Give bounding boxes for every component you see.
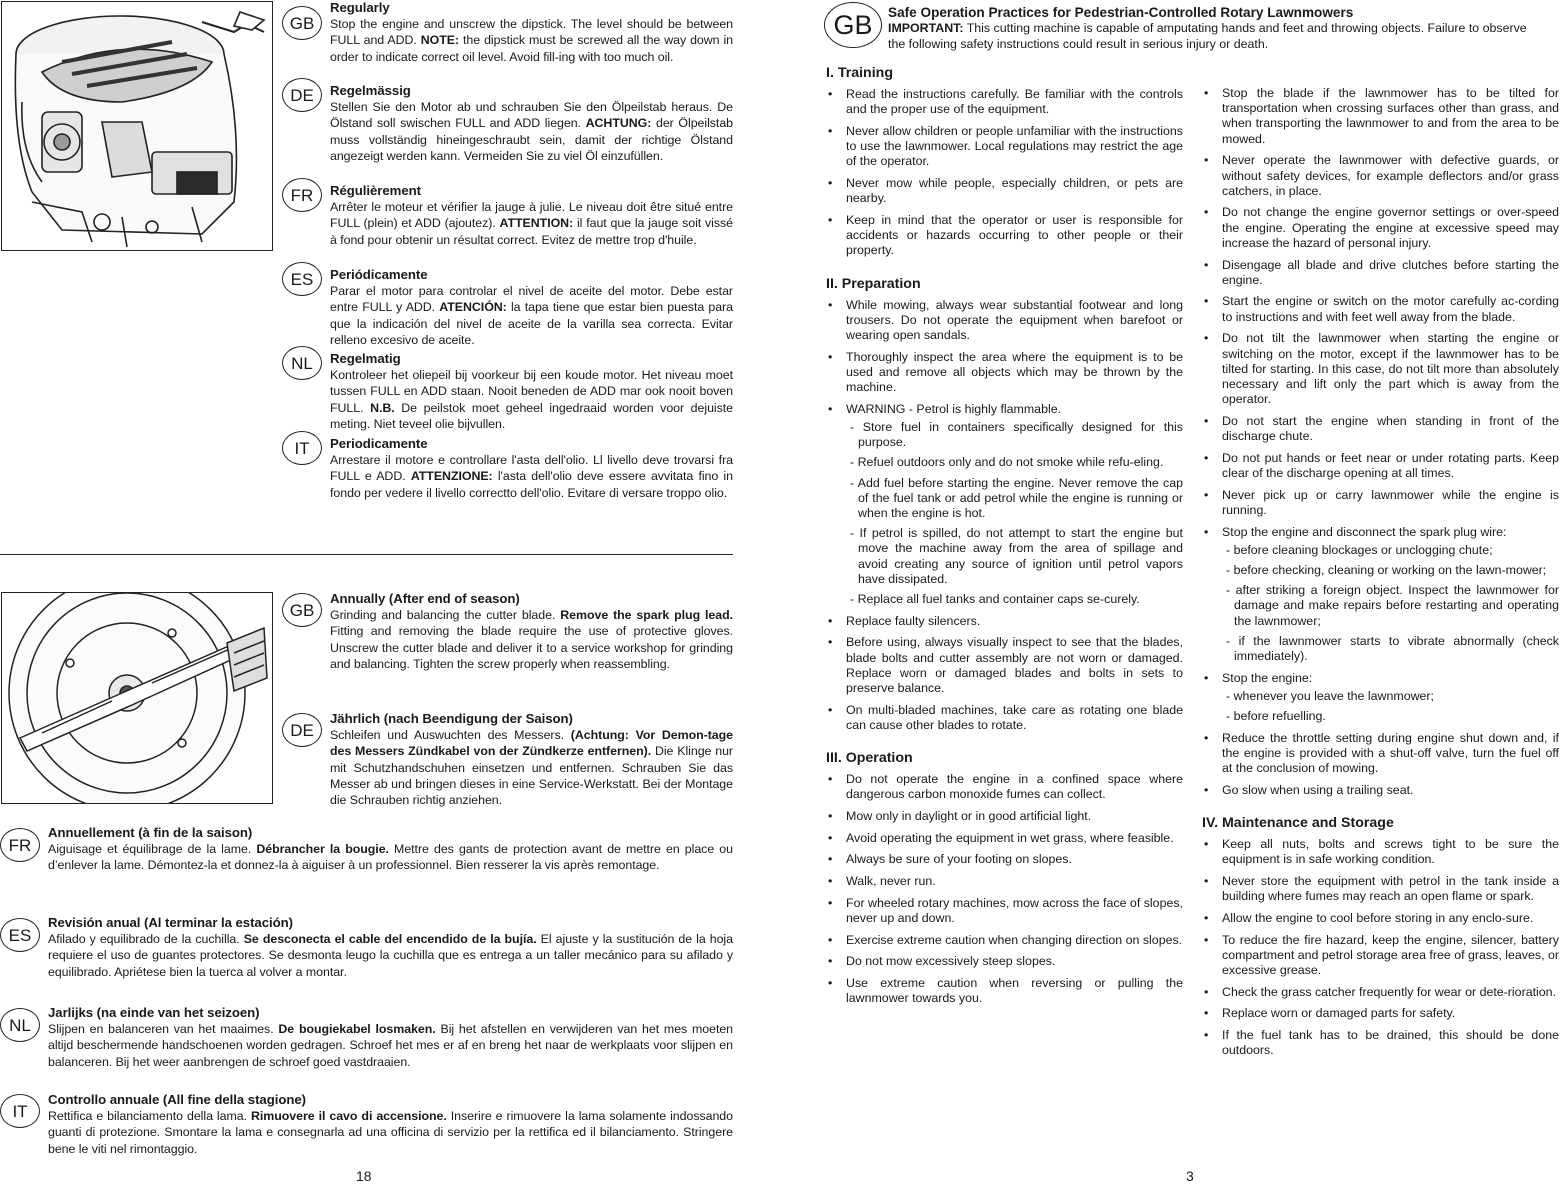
operation-list [826, 772, 1183, 1006]
engine-illustration [1, 1, 273, 251]
sub-list-item: - whenever you leave the lawnmower; [1226, 688, 1434, 703]
list-item-text: Check the grass catcher frequently for wear or dete-rioration. [1222, 984, 1557, 999]
training-list [826, 87, 1183, 259]
sub-list-item: - before checking, cleaning or working on the lawn-mower; [1226, 562, 1547, 577]
lang-badge-es: ES [282, 262, 322, 296]
safety-title: Safe Operation Practices for Pedestrian-Controlled Rotary Lawnmowers [888, 5, 1354, 20]
sub-list [1222, 689, 1559, 724]
list-item [826, 874, 1183, 889]
list-item-text: Do not start the engine when standing in front of the discharge chute. [1222, 413, 1559, 444]
list-item-text: Do not change the engine governor settings or over-speed the engine. Operating the engine at excessive speed may increase the hazard of personal injury. [1222, 205, 1559, 250]
sub-list-item: - If petrol is spilled, do not attempt to start the engine but move the machine away from the area of spillage and avoid creating any source of ignition until petrol vapors have dissipated. [850, 526, 1183, 586]
lang-badge-nl: NL [282, 346, 322, 380]
oil-heading-nl: Regelmatig [330, 351, 401, 366]
oil-text-de [330, 83, 733, 164]
list-item [1202, 911, 1559, 926]
list-item-text: WARNING - Petrol is highly flammable. [846, 401, 1062, 416]
list-item [1202, 153, 1559, 199]
list-item-text: Replace faulty silencers. [846, 613, 981, 628]
oil-body-gb: Stop the engine and unscrew the dipstick. The level should be between FULL and ADD. NOTE: the dipstick must be screwed all the way down in order to indicate correct oil level. Avoid fill-ing with too much oil. [330, 17, 733, 64]
oil-heading-it: Periodicamente [330, 436, 428, 451]
blade-heading-gb: Annually (After end of season) [330, 591, 520, 606]
sub-list [846, 420, 1183, 607]
list-item [826, 831, 1183, 846]
operation-heading: III. Operation [826, 750, 913, 767]
list-item-text: Never store the equipment with petrol in the tank inside a building where fumes may reach an open flame or spark. [1222, 874, 1559, 904]
oil-heading-gb: Regularly [330, 0, 390, 15]
oil-text-gb [330, 0, 733, 65]
blade-lang-badge-fr: FR [0, 828, 40, 862]
blade-lang-badge-it: IT [0, 1094, 40, 1128]
list-item-text: Read the instructions carefully. Be familiar with the controls and the proper use of the equipment. [846, 87, 1183, 117]
lang-badge-de: DE [282, 78, 322, 112]
blade-lang-badge-es: ES [0, 918, 40, 952]
list-item-text: If the fuel tank has to be drained, this should be done outdoors. [1222, 1028, 1559, 1058]
list-item [826, 954, 1183, 969]
operation-cont-list [1202, 86, 1559, 798]
list-item [826, 635, 1183, 696]
blade-text-nl [48, 1005, 733, 1070]
list-item-text: Exercise extreme caution when changing direction on slopes. [846, 932, 1183, 947]
blade-heading-es: Revisión anual (Al terminar la estación) [48, 915, 293, 930]
list-item-text: Before using, always visually inspect to see that the blades, blade bolts and cutter assembly are not worn or damaged. Replace worn or damaged blades and bolts in sets to preserve balance. [846, 635, 1183, 695]
list-item [1202, 837, 1559, 867]
training-heading: I. Training [826, 65, 894, 81]
list-item [1202, 294, 1559, 324]
list-item-text: Never allow children or people unfamiliar with the instructions to use the lawnmower. Local regulations may restrict the age of the operator. [846, 123, 1183, 169]
blade-text-es [48, 915, 733, 980]
list-item [826, 87, 1183, 117]
sub-list-item: - if the lawnmower starts to vibrate abnormally (check immediately). [1226, 633, 1559, 663]
list-item-text: Stop the blade if the lawnmower has to be tilted for transportation when crossing surfaces other than grass, and when transporting the lawnmower to and from the area to be mowed. [1222, 86, 1559, 146]
blade-lang-badge-nl: NL [0, 1008, 40, 1042]
list-item-text: Stop the engine and disconnect the spark plug wire: [1222, 524, 1507, 539]
preparation-heading: II. Preparation [826, 275, 921, 292]
list-item [826, 124, 1183, 170]
list-item-text: Mow only in daylight or in good artificial light. [846, 809, 1092, 824]
section-divider [0, 554, 733, 555]
lang-badge-it: IT [282, 431, 322, 465]
list-item [826, 896, 1183, 926]
list-item-text: While mowing, always wear substantial footwear and long trousers. Do not operate the equipment when barefoot or wearing open sandals. [846, 297, 1183, 342]
list-item-text: Replace worn or damaged parts for safety. [1222, 1006, 1456, 1021]
maintenance-list [1202, 837, 1559, 1058]
list-item [826, 809, 1183, 824]
list-item-text: Start the engine or switch on the motor carefully ac-cording to instructions and with feet well away from the blade. [1222, 294, 1559, 324]
list-item-text: For wheeled rotary machines, mow across the face of slopes, never up and down. [846, 895, 1183, 926]
blade-lang-badge-de: DE [282, 713, 322, 747]
list-item-text: Walk, never run. [846, 874, 936, 889]
oil-heading-es: Periódicamente [330, 267, 428, 282]
sub-list-item: - Replace all fuel tanks and container caps se-curely. [850, 591, 1140, 606]
list-item [1202, 488, 1559, 518]
blade-illustration [1, 592, 273, 804]
oil-heading-fr: Régulièrement [330, 183, 421, 198]
list-item-text: Do not operate the engine in a confined space where dangerous carbon monoxide fumes can collect. [846, 772, 1183, 802]
preparation-list [826, 298, 1183, 734]
list-item-text: Always be sure of your footing on slopes. [846, 852, 1072, 867]
oil-text-nl [330, 351, 733, 432]
list-item [1202, 933, 1559, 979]
blade-text-it [48, 1092, 733, 1157]
list-item-text: Keep in mind that the operator or user is responsible for accidents or hazards occurring to other people or their property. [846, 212, 1183, 258]
list-item-text: Avoid operating the equipment in wet grass, where feasible. [846, 830, 1174, 845]
blade-text-fr [48, 825, 733, 874]
list-item-text: Do not tilt the lawnmower when starting the engine or switching on the motor, except if the lawnmower has to be tilted for starting. In this case, do not tilt more than absolutely necessary and lift only the part which is away from the operator. [1222, 331, 1559, 407]
list-item [1202, 86, 1559, 147]
blade-text-de [330, 711, 733, 808]
list-item [1202, 258, 1559, 288]
blade-heading-it: Controllo annuale (All fine della stagione) [48, 1092, 306, 1107]
list-item [1202, 1006, 1559, 1021]
list-item-text: Disengage all blade and drive clutches before starting the engine. [1222, 257, 1559, 287]
blade-body-fr: Aiguisage et équilibrage de la lame. Débrancher la bougie. Mettre des gants de protection avant de mettre en place ou d’enlever la lame. Démontez-la et donnez-la à aiguiser à un professionnel. Bien resserer la vis après remontage. [48, 842, 733, 873]
page-number-left: 18 [356, 1168, 372, 1184]
list-item [1202, 985, 1559, 1000]
list-item-text: On multi-bladed machines, take care as rotating one blade can cause other blades to rotate. [846, 702, 1183, 732]
list-item [826, 852, 1183, 867]
oil-text-fr [330, 183, 733, 248]
blade-body-de: Schleifen und Auswuchten des Messers. (Achtung: Vor Demon-tage des Messers Zündkabel von der Zündkerze entfernen). Die Klinge nur mit Schutzhandschuhen einsetzen und entfernen. Schrauben Sie das Messer ab und bringen dieses in eine Service-Werkstatt. Bei der Montage die Schrauben richtig anziehen. [330, 728, 734, 808]
list-item-text: Do not put hands or feet near or under rotating parts. Keep clear of the discharge opening at all times. [1222, 450, 1559, 480]
oil-body-es: Parar el motor para controlar el nivel de aceite del motor. Debe estar entre FULL y ADD. ATENCIÓN: la tapa tiene que estar bien puesta para que la indicación del nivel de aceite de la varilla sea correcta. Evitar relleno excesivo de aceite. [330, 284, 733, 347]
list-item-text: Thoroughly inspect the area where the equipment is to be used and remove all objects which may be thrown by the machine. [846, 349, 1183, 395]
page-number-right: 3 [1186, 1168, 1194, 1184]
list-item [826, 298, 1183, 344]
blade-body-gb: Grinding and balancing the cutter blade. Remove the spark plug lead. Fitting and removing the blade require the use of protective gloves. Unscrew the cutter blade and deliver it to a service workshop for grinding and balancing. Tighten the screw properly when reassembling. [330, 608, 733, 671]
sub-list-item: - Store fuel in containers specifically designed for this purpose. [850, 419, 1183, 450]
maintenance-heading: IV. Maintenance and Storage [1202, 815, 1394, 832]
oil-text-it [330, 436, 733, 501]
sub-list-item: - after striking a foreign object. Inspect the lawnmower for damage and make repairs before restarting and operating the lawnmower; [1226, 583, 1559, 628]
sub-list-item: - before cleaning blockages or unclogging chute; [1226, 542, 1493, 557]
list-item [826, 213, 1183, 259]
list-item [826, 614, 1183, 629]
list-item [826, 402, 1183, 607]
oil-heading-de: Regelmässig [330, 83, 411, 98]
list-item-text: Do not mow excessively steep slopes. [846, 954, 1056, 969]
oil-body-de: Stellen Sie den Motor ab und schrauben Sie den Ölpeilstab heraus. De Ölstand soll swischen FULL and ADD liegen. ACHTUNG: der Ölpeilstab muss vollständig hineingeschraubt sein, damit der richtige Ölstand angezeigt werden kann. Vermeiden Sie zu viel Öl einzufüllen. [330, 100, 733, 163]
list-item-text: Reduce the throttle setting during engine shut down and, if the engine is provided with a shut-off valve, turn the fuel off at the conclusion of mowing. [1222, 730, 1559, 776]
list-item-text: Use extreme caution when reversing or pulling the lawnmower towards you. [846, 976, 1183, 1006]
safety-intro: IMPORTANT: This cutting machine is capable of amputating hands and feet and throwing objects. Failure to observe the following safety instructions could result in serious injury or death. [888, 21, 1527, 51]
list-item [1202, 414, 1559, 444]
lang-badge-gb: GB [282, 6, 322, 40]
list-item [1202, 874, 1559, 904]
list-item [826, 703, 1183, 733]
list-item-text: To reduce the fire hazard, keep the engine, silencer, battery compartment and petrol storage area free of grass, leaves, or excessive grease. [1222, 932, 1559, 978]
list-item [826, 933, 1183, 948]
list-item [826, 976, 1183, 1006]
oil-body-fr: Arrêter le moteur et vérifier la jauge à julie. Le niveau doit être situé entre FULL (plein) et ADD (ajoutez). ATTENTION: il faut que la jauge soit vissé à fond pour obtenir un résultat correct. Evitez de mettre trop d'huile. [330, 200, 733, 247]
list-item-text: Never operate the lawnmower with defective guards, or without safety devices, for example deflectors and/or grass catchers, in place. [1222, 153, 1559, 198]
lang-badge-fr: FR [282, 178, 322, 212]
list-item [1202, 671, 1559, 725]
sub-list-item: - Refuel outdoors only and do not smoke while refu-eling. [850, 455, 1164, 470]
list-item [826, 176, 1183, 206]
oil-text-es [330, 267, 733, 348]
safety-column-left [826, 64, 1183, 1013]
engine-drawing [2, 2, 273, 251]
blade-lang-badge-gb: GB [282, 593, 322, 627]
safety-column-right [1202, 86, 1559, 1065]
blade-heading-nl: Jarlijks (na einde van het seizoen) [48, 1005, 260, 1020]
oil-body-it: Arrestare il motore e controllare l'asta dell'olio. Ll livello deve trovarsi fra FULL e ADD. ATTENZIONE: l'asta dell'olio deve essere avvitata fino in fondo per vedere il livello correctto dell'olio. Evitare di versare troppo olio. [330, 453, 733, 500]
list-item-text: Allow the engine to cool before storing in any enclo-sure. [1222, 910, 1534, 925]
list-item [826, 350, 1183, 396]
list-item [1202, 331, 1559, 407]
list-item [1202, 451, 1559, 481]
list-item [1202, 1028, 1559, 1058]
sub-list [1222, 543, 1559, 664]
list-item [1202, 731, 1559, 777]
blade-drawing [2, 593, 273, 804]
list-item-text: Go slow when using a trailing seat. [1222, 782, 1414, 797]
safety-lang-badge: GB [824, 2, 882, 48]
sub-list-item: - Add fuel before starting the engine. Never remove the cap of the fuel tank or add petrol while the engine is running or when the engine is hot. [850, 475, 1183, 520]
list-item [826, 772, 1183, 802]
list-item-text: Keep all nuts, bolts and screws tight to be sure the equipment is in safe working condition. [1222, 837, 1559, 867]
blade-body-nl: Slijpen en balanceren van het maaimes. De bougiekabel losmaken. Bij het afstellen en verwijderen van het mes moeten altijd beschermende handschoenen worden gedragen. Schroef het mes er af en breng het naar de werkplaats voor slijpen en balanceren. Bij het weer aanbrengen de schroef goed vastdraaien. [48, 1022, 734, 1069]
blade-text-gb [330, 591, 733, 672]
list-item [1202, 525, 1559, 665]
list-item-text: Stop the engine: [1222, 670, 1313, 685]
list-item [1202, 783, 1559, 798]
blade-heading-fr: Annuellement (à fin de la saison) [48, 825, 253, 840]
blade-body-it: Rettifica e bilanciamento della lama. Rimuovere il cavo di accensione. Inserire e rimuovere la lama solamente indossando guanti di protezione. Smontare la lama e consegnarla ad una officina di servizio per la rettifica ed il bilanciamento. Stringere bene le viti nel rimontaggio. [48, 1109, 733, 1156]
blade-heading-de: Jährlich (nach Beendigung der Saison) [330, 711, 573, 726]
oil-body-nl: Kontroleer het oliepeil bij voorkeur bij een koude motor. Het niveau moet tussen FULL en ADD staan. Nooit beneden de ADD mar ook nooit boven FULL. N.B. De peilstok moet geheel ingedraaid worden voor dejuiste meting. Niet teveel olie bijvullen. [330, 368, 733, 431]
list-item-text: Never mow while people, especially children, or pets are nearby. [846, 176, 1183, 206]
sub-list-item: - before refuelling. [1226, 709, 1326, 724]
blade-body-es: Afilado y equilibrado de la cuchilla. Se desconecta el cable del encendido de la bujía. El ajuste y la sustitución de la hoja requiere el uso de guantes protectores. Se desmonta leugo la cuchilla que es entrega a un taller mecánico para su afilado y equilibrado. Apriétese bien la tuerca al volver a montar. [48, 932, 733, 979]
list-item-text: Never pick up or carry lawnmower while the engine is running. [1222, 487, 1559, 517]
list-item [1202, 205, 1559, 251]
